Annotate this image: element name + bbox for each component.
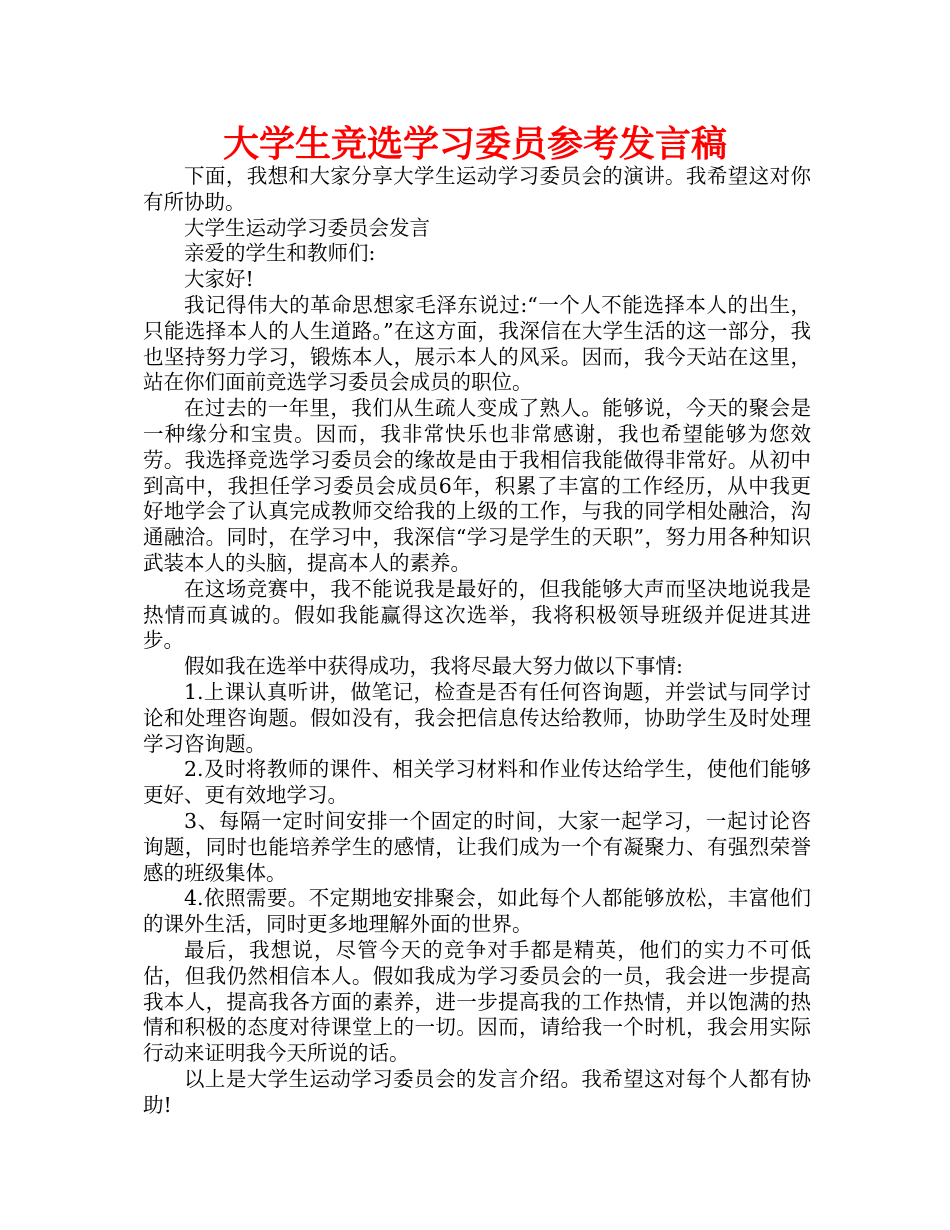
paragraph-commitment: 在这场竞赛中，我不能说我是最好的，但我能够大声而坚决地说我是热情而真诚的。假如我能赢得这次选举，我将积极领导班级并促进其进步。	[143, 576, 811, 653]
paragraph-salutation: 亲爱的学生和教师们:	[184, 241, 376, 266]
paragraph-intro: 下面，我想和大家分享大学生运动学习委员会的演讲。我希望这对你有所协助。	[143, 164, 811, 214]
paragraph-plan-item-1: 1.上课认真听讲，做笔记，检查是否有任何咨询题，并尝试与同学讨论和处理咨询题。假如没有，我会把信息传达给教师，协助学生及时处理学习咨询题。	[143, 679, 811, 756]
document-title: 大学生竞选学习委员参考发言稿	[222, 124, 727, 165]
paragraph-opening: 我记得伟大的革命思想家毛泽东说过:“一个人不能选择本人的出生，只能选择本人的人生道路。”在这方面，我深信在大学生活的这一部分，我也坚持努力学习，锻炼本人，展示本人的风采。因而，我今天站在这里，站在你们面前竞选学习委员会成员的职位。	[143, 292, 811, 395]
paragraph-greeting: 大家好!	[184, 267, 254, 292]
paragraph-plan-item-2: 2.及时将教师的课件、相关学习材料和作业传达给学生，使他们能够更好、更有效地学习。	[143, 757, 811, 808]
paragraph-closing: 最后，我想说，尽管今天的竞争对手都是精英，他们的实力不可低估，但我仍然相信本人。假如我成为学习委员会的一员，我会进一步提高我本人，提高我各方面的素养，进一步提高我的工作热情，并以饱满的热情和积极的态度对待课堂上的一切。因而，请给我一个时机，我会用实际行动来证明我今天所说的话。	[143, 937, 811, 1066]
paragraph-plan-item-4: 4.依照需要。不定期地安排聚会，如此每个人都能够放松，丰富他们的课外生活，同时更多地理解外面的世界。	[143, 886, 811, 937]
paragraph-plan-intro: 假如我在选举中获得成功，我将尽最大努力做以下事情:	[184, 654, 683, 679]
paragraph-plan-item-3: 3、每隔一定时间安排一个固定的时间，大家一起学习，一起讨论咨询题，同时也能培养学生的感情，让我们成为一个有凝聚力、有强烈荣誉感的班级集体。	[143, 808, 811, 885]
paragraph-experience: 在过去的一年里，我们从生疏人变成了熟人。能够说，今天的聚会是一种缘分和宝贵。因而，我非常快乐也非常感谢，我也希望能够为您效劳。我选择竞选学习委员会的缘故是由于我相信我能做得非常好。从初中到高中，我担任学习委员会成员6年，积累了丰富的工作经历，从中我更好地学会了认真完成教师交给我的上级的工作，与我的同学相处融洽，沟通融洽。同时，在学习中，我深信“学习是学生的天职”，努力用各种知识武装本人的头脑，提高本人的素养。	[143, 396, 811, 575]
paragraph-final: 以上是大学生运动学习委员会的发言介绍。我希望这对每个人都有协助!	[143, 1066, 811, 1117]
document-body	[143, 164, 811, 1118]
paragraph-speech-heading: 大学生运动学习委员会发言	[184, 215, 430, 240]
